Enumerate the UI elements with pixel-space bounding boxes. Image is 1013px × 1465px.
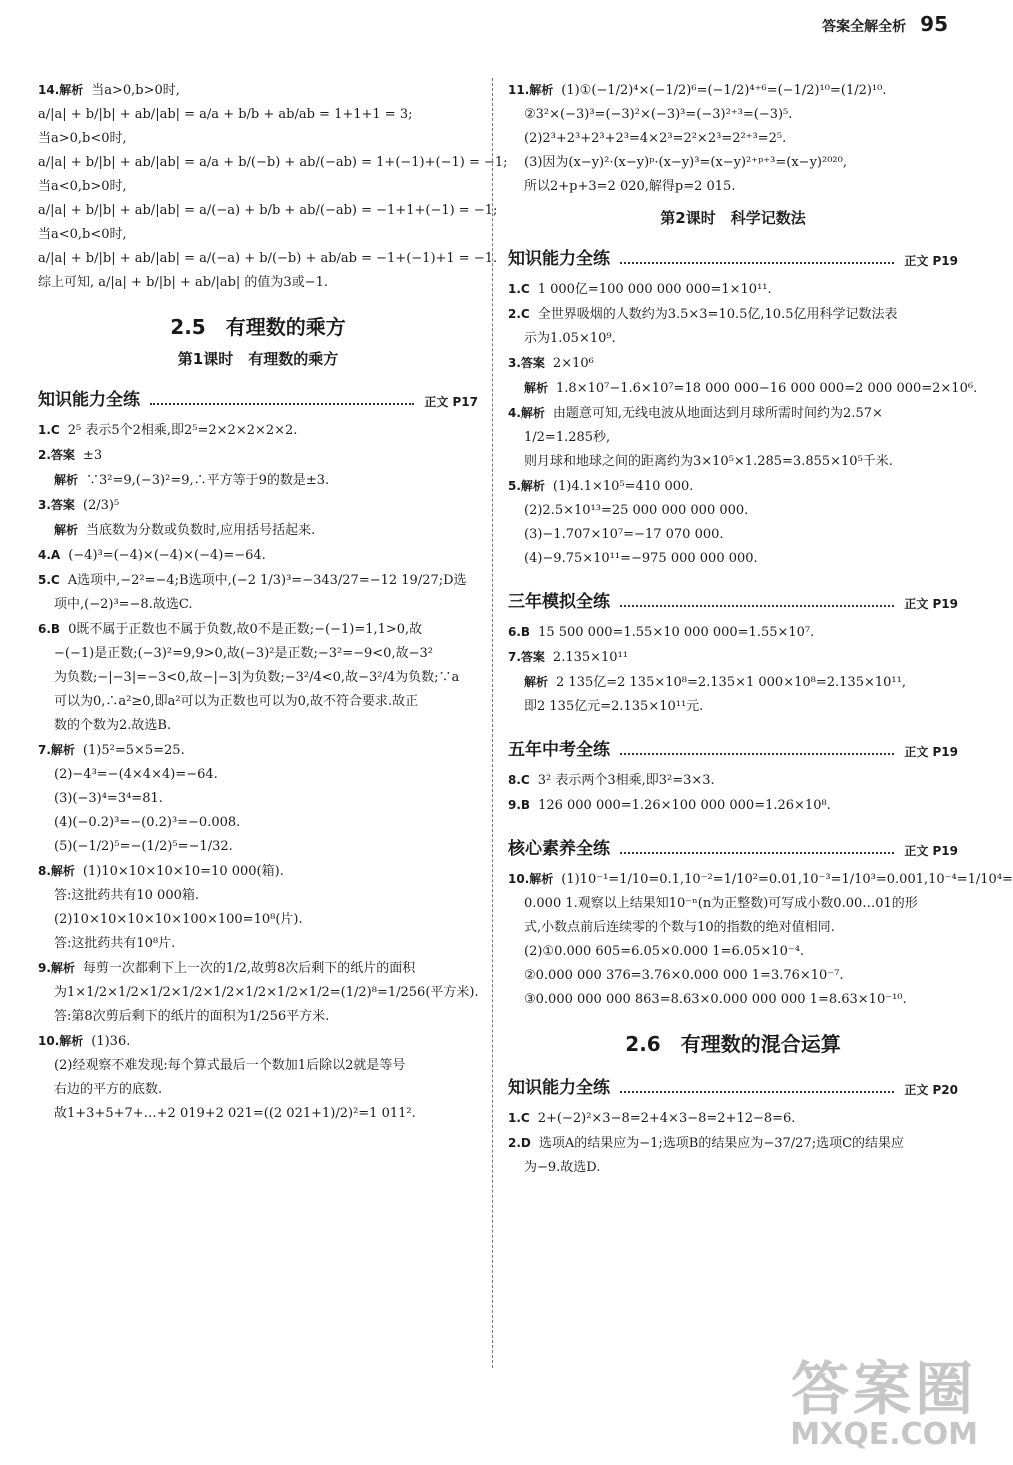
item-text: (1)10⁻¹=1/10=0.1,10⁻²=1/10²=0.01,10⁻³=1/10³=0.001,10⁻⁴=1/10⁴= (561, 872, 1013, 887)
answer-line (508, 547, 958, 571)
item-text: 选项A的结果应为−1;选项B的结果应为−37/27;选项C的结果应 (538, 1136, 905, 1151)
answer-line (38, 884, 478, 908)
answer-line (38, 271, 478, 295)
answer-line (38, 418, 478, 443)
answer-line (38, 78, 478, 103)
answer-line (38, 593, 478, 617)
item-text: (2)−4³=−(4×4×4)=−64. (54, 767, 218, 782)
answer-line (38, 223, 478, 247)
answer-line (508, 940, 958, 964)
answer-line (508, 474, 958, 499)
item-text: 答:这批药共有10⁸片. (54, 936, 176, 951)
answer-line (38, 956, 478, 981)
item-number: 5.C (38, 573, 60, 587)
answer-line (38, 1029, 478, 1054)
band-dots (620, 852, 894, 854)
answer-line (508, 892, 958, 916)
item-text: 由题意可知,无线电波从地面达到月球所需时间约为2.57× (552, 406, 883, 421)
item-number: 2.答案 (38, 448, 75, 462)
answer-line (508, 1106, 958, 1131)
item-text: 为−9.故选D. (524, 1160, 601, 1175)
band-dots (620, 753, 894, 755)
item-text: 当a<0,b>0时, (38, 179, 127, 194)
band-name: 知识能力全练 (508, 1078, 610, 1098)
band-name: 知识能力全练 (508, 249, 610, 269)
item-text: 2 135亿=2 135×10⁸=2.135×1 000×10⁸=2.135×10¹¹, (556, 675, 906, 690)
section-title: 2.5 有理数的乘方 (170, 315, 346, 339)
answer-line (38, 763, 478, 787)
item-text: 式,小数点前后连续零的个数与10的指数的绝对值相同. (524, 920, 835, 935)
watermark-url: MXQE.COM (790, 1417, 978, 1452)
band-ref: 正文 P17 (424, 395, 478, 409)
item-text: 2×10⁶ (552, 356, 594, 371)
answer-line (508, 988, 958, 1012)
band-name: 知识能力全练 (38, 390, 140, 410)
item-text: 当a>0,b>0时, (91, 83, 180, 98)
item-text: 示为1.05×10⁹. (524, 331, 616, 346)
item-text: ∵3²=9,(−3)²=9,∴平方等于9的数是±3. (86, 473, 330, 488)
item-text: (1)①(−1/2)⁴×(−1/2)⁶=(−1/2)⁴⁺⁶=(−1/2)¹⁰=(1/2)¹⁰. (561, 83, 887, 98)
item-text: a/|a| + b/|b| + ab/|ab| = a/(−a) + b/(−b) + ab/ab = −1+(−1)+1 = −1. (38, 251, 498, 266)
item-text: 2⁵ 表示5个2相乘,即2⁵=2×2×2×2×2. (67, 423, 298, 438)
answer-line (508, 867, 1013, 892)
item-text: 综上可知, a/|a| + b/|b| + ab/|ab| 的值为3或−1. (38, 275, 328, 290)
answer-line (38, 908, 478, 932)
section-band (508, 834, 958, 859)
q11-block (508, 78, 958, 199)
section-band (38, 385, 478, 410)
item-number: 4.A (38, 548, 61, 562)
item-text: (1)36. (91, 1034, 131, 1049)
item-text: 每剪一次都剩下上一次的1/2,故剪8次后剩下的纸片的面积 (82, 961, 416, 976)
lesson-title: 第1课时 有理数的乘方 (177, 350, 339, 368)
answer-line (508, 302, 958, 327)
item-text: (2/3)⁵ (82, 498, 120, 513)
answer-line (508, 620, 958, 645)
answer-line (508, 499, 958, 523)
item-text: 1.8×10⁷−1.6×10⁷=18 000 000−16 000 000=2 000 000=2×10⁶. (556, 381, 978, 396)
item-text: 126 000 000=1.26×100 000 000=1.26×10⁸. (538, 798, 831, 813)
item-number: 1.C (508, 1111, 530, 1125)
item-text: ±3 (82, 448, 103, 463)
item-number: 3.答案 (508, 356, 545, 370)
item-number: 7.答案 (508, 650, 545, 664)
item-text: 则月球和地球之间的距离约为3×10⁵×1.285=3.855×10⁵千米. (524, 454, 893, 469)
watermark-logo: 答案圈 (791, 1355, 978, 1423)
item-number: 4.解析 (508, 406, 545, 420)
answer-line (508, 351, 958, 376)
item-text: (1)5²=5×5=25. (82, 743, 185, 758)
item-text: (1)4.1×10⁵=410 000. (552, 479, 694, 494)
item-number: 3.答案 (38, 498, 75, 512)
item-text: 项中,(−2)³=−8.故选C. (54, 597, 193, 612)
answer-line (508, 127, 958, 151)
band-dots (620, 262, 894, 264)
section-band (508, 587, 958, 612)
answer-line (38, 493, 478, 518)
answer-line (38, 1102, 478, 1126)
answer-line (38, 468, 478, 493)
item-number: 解析 (524, 675, 549, 689)
answers-block (38, 418, 478, 1126)
section-band (508, 244, 958, 269)
item-number: 1.C (38, 423, 60, 437)
item-number: 14.解析 (38, 83, 84, 97)
answer-line (38, 543, 478, 568)
item-text: (2)经观察不难发现:每个算式最后一个数加1后除以2就是等号 (54, 1058, 406, 1073)
answers-block (508, 867, 1013, 1012)
answer-line (508, 426, 958, 450)
answer-line (38, 199, 498, 223)
item-text: (2)2.5×10¹³=25 000 000 000 000. (524, 503, 749, 518)
answer-line (38, 103, 478, 127)
item-text: ③0.000 000 000 863=8.63×0.000 000 000 1=8.63×10⁻¹⁰. (524, 992, 907, 1007)
band-ref: 正文 P19 (904, 597, 958, 611)
band-ref: 正文 P19 (904, 254, 958, 268)
item-number: 9.B (508, 798, 531, 812)
answer-line (508, 1156, 958, 1180)
answer-line (38, 787, 478, 811)
answer-line (508, 277, 958, 302)
answer-line (38, 518, 478, 543)
item-number: 解析 (54, 523, 79, 537)
item-text: (5)(−1/2)⁵=−(1/2)⁵=−1/32. (54, 839, 233, 854)
item-number: 解析 (524, 381, 549, 395)
answer-line (508, 103, 958, 127)
answer-line (508, 695, 958, 719)
item-number: 2.C (508, 307, 530, 321)
answer-line (38, 981, 478, 1005)
answer-line (508, 175, 958, 199)
answer-line (38, 175, 478, 199)
item-text: (1)10×10×10×10=10 000(箱). (82, 864, 284, 879)
item-text: −(−1)是正数;(−3)²=9,9>0,故(−3)²是正数;−3²=−9<0,故−3² (54, 646, 433, 661)
item-text: 答:第8次剪后剩下的纸片的面积为1/256平方米. (54, 1009, 330, 1024)
answer-line (38, 1005, 478, 1029)
item-text: 2.135×10¹¹ (552, 650, 628, 665)
answer-line (508, 793, 958, 818)
band-dots (620, 1091, 894, 1093)
answer-line (38, 642, 478, 666)
q14-block (38, 78, 508, 295)
header-title: 答案全解全析 (822, 19, 907, 35)
item-text: a/|a| + b/|b| + ab/|ab| = a/a + b/(−b) + ab/(−ab) = 1+(−1)+(−1) = −1; (38, 155, 508, 170)
answer-line (38, 859, 478, 884)
answer-line (38, 1078, 478, 1102)
item-number: 1.C (508, 282, 530, 296)
item-number: 2.D (508, 1136, 531, 1150)
item-text: 0既不属于正数也不属于负数,故0不是正数;−(−1)=1,1>0,故 (68, 622, 423, 637)
section-band (508, 735, 958, 760)
item-number: 6.B (38, 622, 61, 636)
band-ref: 正文 P19 (904, 745, 958, 759)
answer-line (508, 450, 958, 474)
band-name: 三年模拟全练 (508, 592, 610, 612)
item-text: 15 500 000=1.55×10 000 000=1.55×10⁷. (538, 625, 815, 640)
page-header (822, 12, 948, 36)
item-number: 5.解析 (508, 479, 545, 493)
item-number: 6.B (508, 625, 531, 639)
band-name: 核心素养全练 (508, 839, 610, 859)
item-text: (3)因为(x−y)²·(x−y)ᵖ·(x−y)³=(x−y)²⁺ᵖ⁺³=(x−y)²⁰²⁰, (524, 155, 847, 170)
answer-line (508, 78, 958, 103)
item-text: 答:这批药共有10 000箱. (54, 888, 199, 903)
answers-block (508, 620, 958, 719)
item-number: 7.解析 (38, 743, 75, 757)
item-number: 8.C (508, 773, 530, 787)
answer-line (38, 666, 478, 690)
item-text: 当a>0,b<0时, (38, 131, 127, 146)
answer-line (38, 738, 478, 763)
item-number: 解析 (54, 473, 79, 487)
watermark (790, 1355, 978, 1452)
item-text: 即2 135亿元=2.135×10¹¹元. (524, 699, 704, 714)
answer-line (38, 568, 478, 593)
answer-line (508, 151, 958, 175)
right-column (508, 78, 1013, 1180)
item-text: 当底数为分数或负数时,应用括号括起来. (86, 523, 316, 538)
item-text: 1 000亿=100 000 000 000=1×10¹¹. (537, 282, 772, 297)
item-number: 10.解析 (508, 872, 554, 886)
item-text: 为负数;−|−3|=−3<0,故−|−3|为负数;−3²/4<0,故−3²/4为负数;∵a (54, 670, 460, 685)
answer-line (38, 1054, 478, 1078)
band-ref: 正文 P19 (904, 844, 958, 858)
answer-line (38, 835, 478, 859)
item-text: 数的个数为2.故选B. (54, 718, 172, 733)
item-text: 2+(−2)²×3−8=2+4×3−8=2+12−8=6. (537, 1111, 796, 1126)
item-text: A选项中,−2²=−4;B选项中,(−2 1/3)³=−343/27=−12 19/27;D选 (67, 573, 467, 588)
item-text: 当a<0,b<0时, (38, 227, 127, 242)
answers-block (508, 277, 978, 571)
answer-line (38, 811, 478, 835)
answer-line (38, 690, 478, 714)
item-text: ②3²×(−3)³=(−3)²×(−3)³=(−3)²⁺³=(−3)⁵. (524, 107, 793, 122)
item-text: 为1×1/2×1/2×1/2×1/2×1/2×1/2×1/2×1/2=(1/2)⁸=1/256(平方米). (54, 985, 479, 1000)
item-text: a/|a| + b/|b| + ab/|ab| = a/a + b/b + ab/ab = 1+1+1 = 3; (38, 107, 413, 122)
item-text: (3)(−3)⁴=3⁴=81. (54, 791, 163, 806)
item-text: 全世界吸烟的人数约为3.5×3=10.5亿,10.5亿用科学记数法表 (537, 307, 898, 322)
answer-line (508, 1131, 958, 1156)
item-number: 8.解析 (38, 864, 75, 878)
item-text: ②0.000 000 376=3.76×0.000 000 1=3.76×10⁻⁷. (524, 968, 844, 983)
item-text: (4)(−0.2)³=−(0.2)³=−0.008. (54, 815, 241, 830)
section-title-2: 2.6 有理数的混合运算 (625, 1032, 841, 1056)
column-divider (492, 78, 493, 1368)
item-text: (4)−9.75×10¹¹=−975 000 000 000. (524, 551, 758, 566)
answer-line (508, 376, 978, 401)
answer-line (508, 670, 958, 695)
band-name: 五年中考全练 (508, 740, 610, 760)
item-text: 所以2+p+3=2 020,解得p=2 015. (524, 179, 736, 194)
answer-line (508, 327, 958, 351)
answer-line (508, 964, 958, 988)
item-text: (−4)³=(−4)×(−4)×(−4)=−64. (68, 548, 266, 563)
item-number: 9.解析 (38, 961, 75, 975)
left-column (38, 78, 508, 1126)
lesson-title-2: 第2课时 科学记数法 (660, 209, 806, 227)
answer-line (38, 127, 478, 151)
answers-block (508, 1106, 958, 1180)
item-text: (2)①0.000 605=6.05×0.000 1=6.05×10⁻⁴. (524, 944, 805, 959)
answer-line (38, 714, 478, 738)
band-dots (150, 403, 414, 405)
answer-line (38, 151, 508, 175)
answers-block (508, 768, 958, 818)
answer-line (38, 617, 478, 642)
band-dots (620, 605, 894, 607)
answer-line (508, 768, 958, 793)
item-text: 3² 表示两个3相乘,即3²=3×3. (537, 773, 715, 788)
item-text: 1/2=1.285秒, (524, 430, 611, 445)
item-text: 0.000 1.观察以上结果知10⁻ⁿ(n为正整数)可写成小数0.00…01的形 (524, 896, 918, 911)
answer-line (508, 645, 958, 670)
answer-line (508, 401, 958, 426)
item-text: a/|a| + b/|b| + ab/|ab| = a/(−a) + b/b + ab/(−ab) = −1+1+(−1) = −1; (38, 203, 498, 218)
item-text: 右边的平方的底数. (54, 1082, 163, 1097)
item-text: (2)10×10×10×10×100×100=10⁸(片). (54, 912, 303, 927)
answer-line (38, 932, 478, 956)
answer-line (38, 443, 478, 468)
item-number: 11.解析 (508, 83, 554, 97)
item-text: (2)2³+2³+2³+2³=4×2³=2²×2³=2²⁺³=2⁵. (524, 131, 787, 146)
section-band (508, 1073, 958, 1098)
answer-line (508, 916, 958, 940)
answer-line (508, 523, 958, 547)
band-ref: 正文 P20 (904, 1083, 958, 1097)
page-number: 95 (920, 12, 948, 36)
item-text: 可以为0,∴a²≥0,即a²可以为正数也可以为0,故不符合要求.故正 (54, 694, 419, 709)
answer-line (38, 247, 498, 271)
item-number: 10.解析 (38, 1034, 84, 1048)
item-text: 故1+3+5+7+…+2 019+2 021=((2 021+1)/2)²=1 011². (54, 1106, 416, 1121)
item-text: (3)−1.707×10⁷=−17 070 000. (524, 527, 724, 542)
